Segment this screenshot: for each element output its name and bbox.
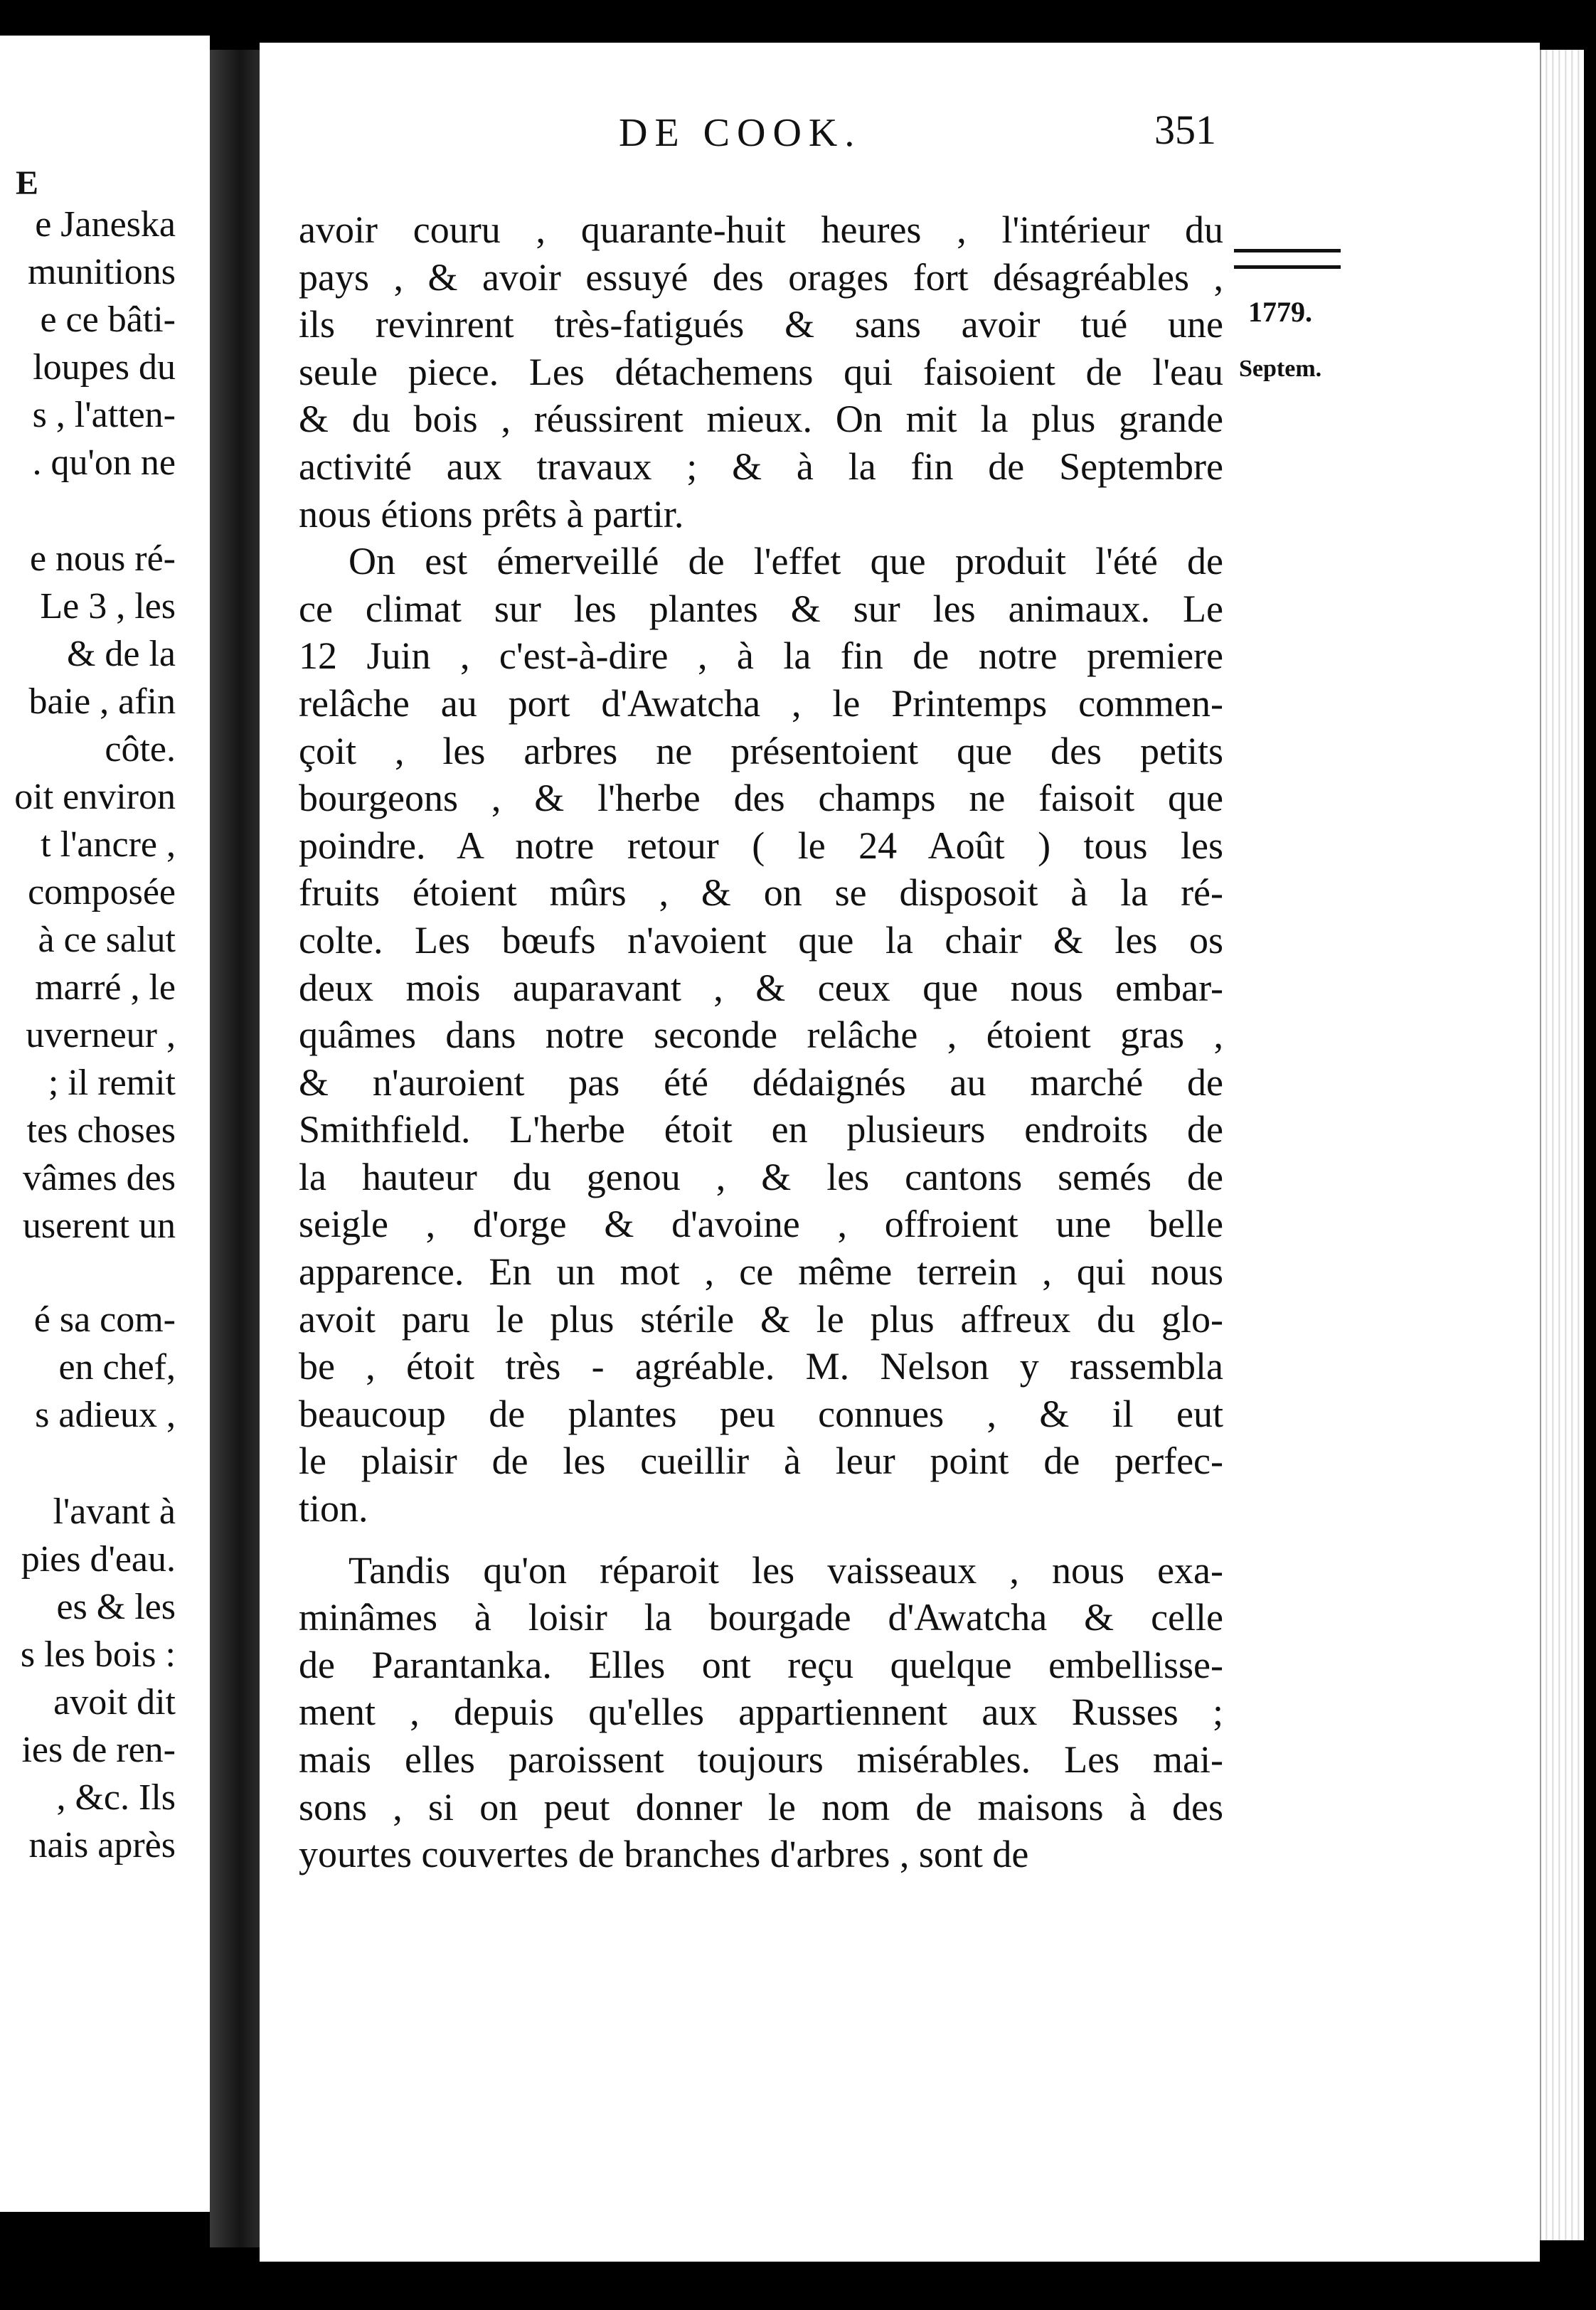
left-text-line: . qu'on ne — [32, 442, 176, 483]
text-line: ce climat sur les plantes & sur les animaux. Le — [299, 587, 1223, 630]
left-text-line: e ce bâti- — [40, 299, 176, 340]
text-line: beaucoup de plantes peu connues , & il eut — [299, 1392, 1223, 1435]
left-text-line: userent un — [22, 1205, 176, 1246]
text-line: quâmes dans notre seconde relâche , étoient gras , — [299, 1013, 1223, 1057]
text-line: On est émerveillé de l'effet que produit l'été de — [349, 540, 1223, 583]
text-line: be , étoit très - agréable. M. Nelson y rassembla — [299, 1345, 1223, 1388]
text-line: ils revinrent très-fatigués & sans avoir tué une — [299, 303, 1223, 346]
left-text-line: composée — [28, 872, 176, 912]
left-text-line: uverneur , — [26, 1015, 176, 1055]
left-text-line: t l'ancre , — [41, 824, 176, 865]
text-line: yourtes couvertes de branches d'arbres , sont de — [299, 1833, 1029, 1876]
text-line: & du bois , réussirent mieux. On mit la plus grande — [299, 398, 1223, 441]
left-text-line: marré , le — [35, 967, 176, 1008]
paragraph-gap — [299, 1533, 1223, 1547]
running-title: DE COOK. — [619, 111, 862, 155]
left-text-line: baie , afin — [28, 681, 176, 722]
left-text-line: munitions — [27, 252, 176, 292]
left-text-line: ; il remit — [48, 1063, 176, 1103]
left-text-line: l'avant à — [53, 1491, 176, 1532]
margin-double-rule — [1234, 249, 1341, 269]
text-line: colte. Les bœufs n'avoient que la chair & les os — [299, 918, 1223, 962]
text-line: de Parantanka. Elles ont reçu quelque embellisse- — [299, 1643, 1223, 1686]
text-line: deux mois auparavant , & ceux que nous embar- — [299, 966, 1223, 1009]
body-text — [299, 206, 1223, 1878]
left-text-line: s adieux , — [35, 1395, 176, 1435]
text-line: activité aux travaux ; & à la fin de Septembre — [299, 445, 1223, 488]
text-line: pays , & avoir essuyé des orages fort désagréables , — [299, 255, 1223, 299]
text-line: tion. — [299, 1487, 368, 1531]
text-line: Smithfield. L'herbe étoit en plusieurs endroits de — [299, 1108, 1223, 1151]
text-line: çoit , les arbres ne présentoient que des petits — [299, 729, 1223, 772]
paragraph — [299, 206, 1223, 538]
left-text-line: loupes du — [33, 347, 176, 388]
left-text-line: es & les — [56, 1587, 176, 1627]
left-text-line: tes choses — [26, 1110, 176, 1151]
text-line: relâche au port d'Awatcha , le Printemps commen- — [299, 681, 1223, 725]
left-text-line: oit environ — [14, 777, 176, 817]
text-line: bourgeons , & l'herbe des champs ne faisoit que — [299, 777, 1223, 820]
text-line: & n'auroient pas été dédaignés au marché de — [299, 1060, 1223, 1104]
left-text-line: s , l'atten- — [32, 395, 176, 435]
left-text-line: à ce salut — [38, 920, 176, 960]
text-line: minâmes à loisir la bourgade d'Awatcha & celle — [299, 1596, 1223, 1639]
paragraph — [299, 1547, 1223, 1878]
text-line: seule piece. Les détachemens qui faisoient de l'eau — [299, 350, 1223, 393]
margin-note-year: 1779. — [1248, 296, 1312, 328]
text-line: apparence. En un mot , ce même terrein , qui nous — [299, 1250, 1223, 1294]
left-text-line: ies de ren- — [21, 1730, 176, 1770]
paragraph — [299, 538, 1223, 1532]
left-text-line: vâmes des — [22, 1158, 176, 1198]
left-running-head: E — [16, 164, 39, 202]
text-line: la hauteur du genou , & les cantons semés de — [299, 1155, 1223, 1198]
text-line: le plaisir de les cueillir à leur point de perfec- — [299, 1439, 1223, 1483]
text-line: seigle , d'orge & d'avoine , offroient une belle — [299, 1203, 1223, 1246]
text-line: nous étions prêts à partir. — [299, 492, 684, 536]
margin-note-month: Septem. — [1239, 356, 1322, 382]
left-text-line: avoit dit — [53, 1682, 176, 1723]
left-text-line: en chef, — [58, 1347, 176, 1388]
left-text-line: Le 3 , les — [40, 586, 176, 627]
text-line: ment , depuis qu'elles appartiennent aux Russes ; — [299, 1691, 1223, 1734]
left-text-line: nais après — [28, 1825, 176, 1865]
left-text-line: pies d'eau. — [21, 1539, 176, 1580]
text-line: mais elles paroissent toujours misérables. Les mai- — [299, 1738, 1223, 1781]
page-number: 351 — [1154, 107, 1216, 153]
left-text-line: côte. — [105, 729, 176, 770]
text-line: avoit paru le plus stérile & le plus affreux du glo- — [299, 1297, 1223, 1341]
text-line: sons , si on peut donner le nom de maisons à des — [299, 1785, 1223, 1829]
left-text-line: s les bois : — [20, 1634, 176, 1675]
page-edge — [1540, 50, 1584, 2240]
text-line: poindre. A notre retour ( le 24 Août ) tous les — [299, 824, 1223, 867]
left-text-line: , &c. Ils — [56, 1777, 176, 1818]
left-text-line: e Janeska — [35, 204, 176, 245]
left-text-line: e nous ré- — [29, 538, 176, 579]
book-gutter — [210, 50, 260, 2247]
text-line: avoir couru , quarante-huit heures , l'intérieur du — [299, 208, 1223, 251]
text-line: 12 Juin , c'est-à-dire , à la fin de notre premiere — [299, 634, 1223, 678]
left-text-line: é sa com- — [33, 1299, 176, 1340]
running-head — [356, 107, 1216, 167]
facing-left-page — [0, 36, 210, 2212]
text-line: fruits étoient mûrs , & on se disposoit à la ré- — [299, 871, 1223, 915]
left-text-line: & de la — [66, 634, 176, 674]
text-line: Tandis qu'on réparoit les vaisseaux , nous exa- — [349, 1548, 1223, 1592]
